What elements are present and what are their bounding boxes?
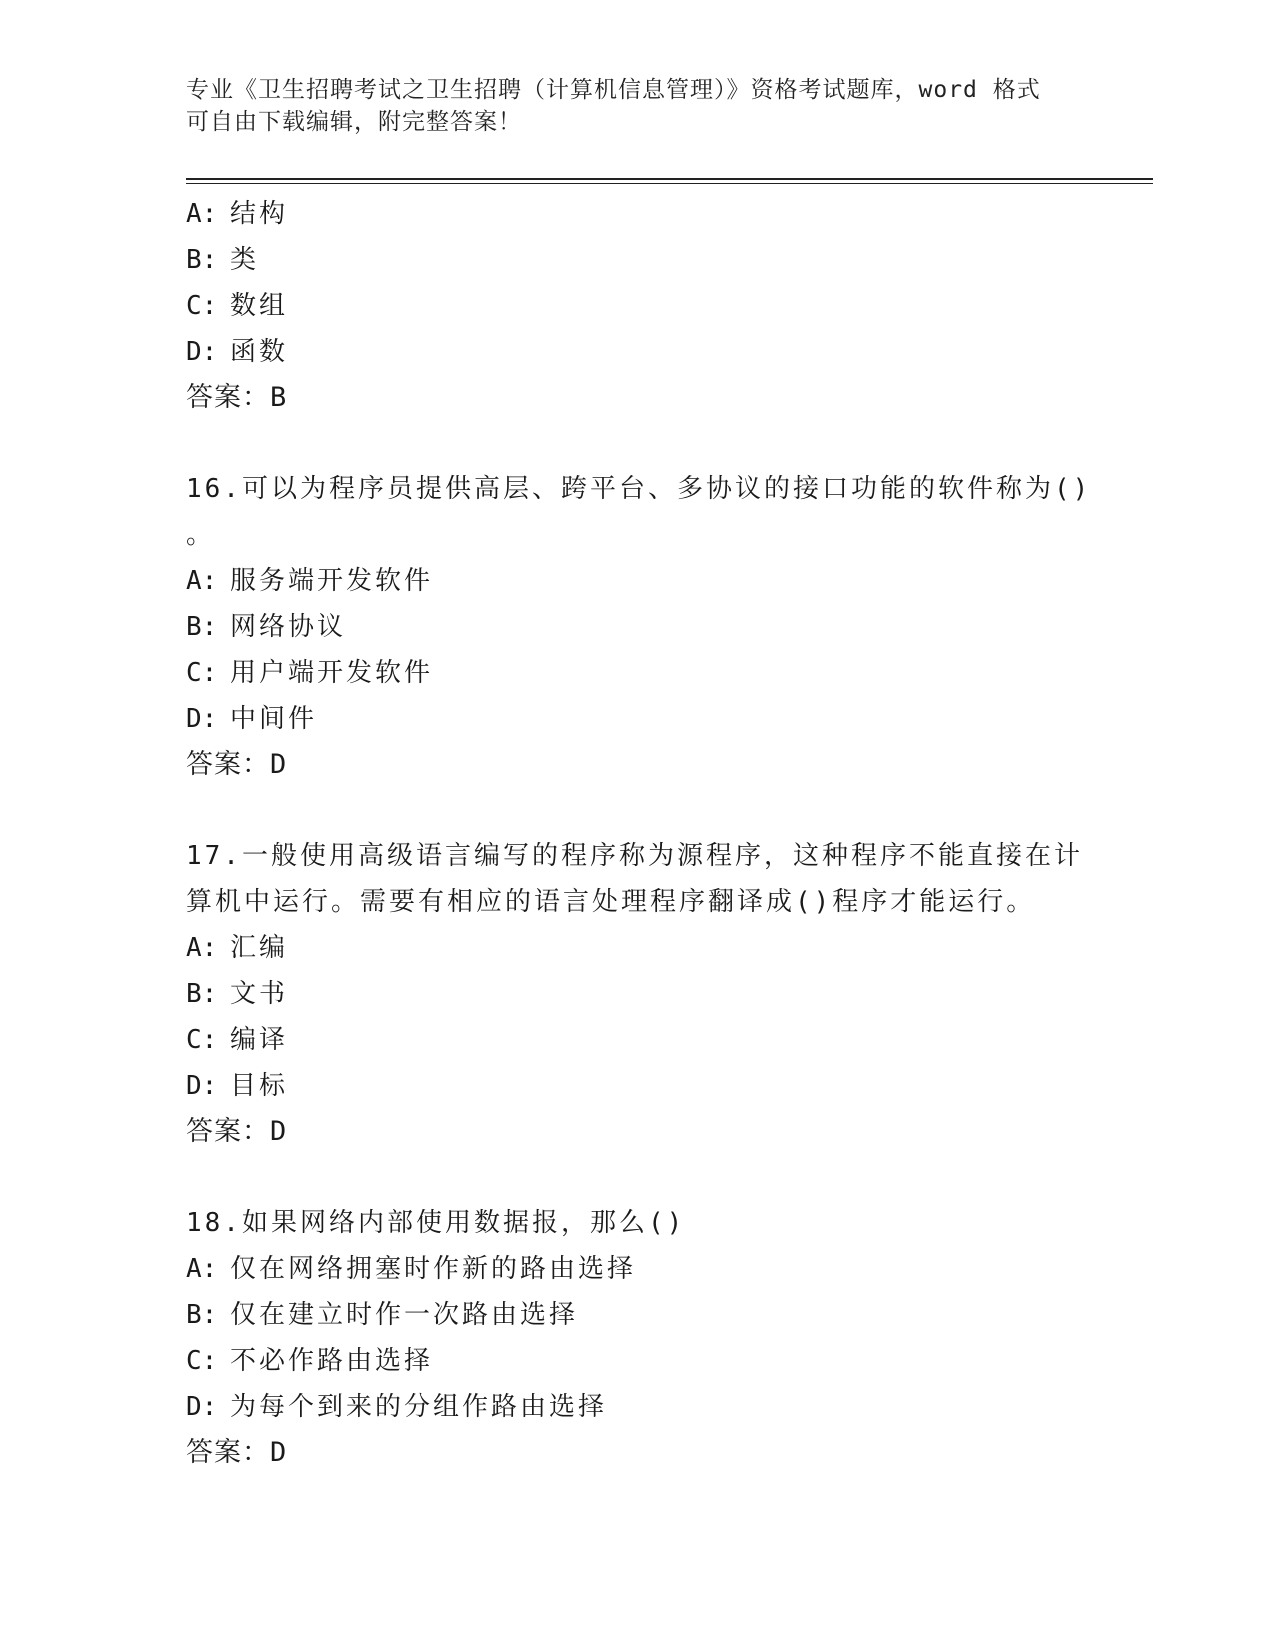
option-b: B: 网络协议 [186, 612, 347, 642]
question-text: 18.如果网络内部使用数据报，那么() [186, 1208, 686, 1238]
option-d: D: 中间件 [186, 704, 318, 734]
option-c: C: 数组 [186, 291, 289, 321]
option-a: A: 结构 [186, 199, 289, 229]
question-16-block [186, 466, 1092, 788]
question-content [186, 191, 1092, 1476]
question-17-block [186, 833, 1086, 1155]
question-text-continued: 。 [186, 520, 216, 550]
option-d: D: 目标 [186, 1071, 289, 1101]
question-text: 17.一般使用高级语言编写的程序称为源程序，这种程序不能直接在计 [186, 841, 1083, 871]
question-18-block [186, 1200, 1086, 1476]
header-line-1: 专业《卫生招聘考试之卫生招聘（计算机信息管理）》资格考试题库，word 格式 [186, 77, 1041, 103]
answer-line: 答案：B [186, 382, 288, 413]
question-text-continued: 算机中运行。需要有相应的语言处理程序翻译成()程序才能运行。 [186, 887, 1036, 917]
question-text: 16.可以为程序员提供高层、跨平台、多协议的接口功能的软件称为() [186, 474, 1092, 504]
option-c: C: 编译 [186, 1025, 289, 1055]
prev-question-block [186, 191, 1086, 421]
option-c: C: 用户端开发软件 [186, 658, 434, 688]
option-d: D: 为每个到来的分组作路由选择 [186, 1392, 608, 1422]
document-header [186, 74, 1066, 138]
answer-line: 答案：D [186, 1437, 288, 1468]
header-divider-thick [186, 178, 1153, 180]
header-divider-thin [186, 183, 1153, 184]
option-b: B: 仅在建立时作一次路由选择 [186, 1300, 579, 1330]
option-a: A: 服务端开发软件 [186, 566, 434, 596]
option-b: B: 文书 [186, 979, 289, 1009]
option-b: B: 类 [186, 245, 260, 275]
option-a: A: 仅在网络拥塞时作新的路由选择 [186, 1254, 637, 1284]
answer-line: 答案：D [186, 749, 288, 780]
answer-line: 答案：D [186, 1116, 288, 1147]
option-a: A: 汇编 [186, 933, 289, 963]
option-d: D: 函数 [186, 337, 289, 367]
header-line-2: 可自由下载编辑，附完整答案！ [186, 109, 522, 135]
option-c: C: 不必作路由选择 [186, 1346, 434, 1376]
